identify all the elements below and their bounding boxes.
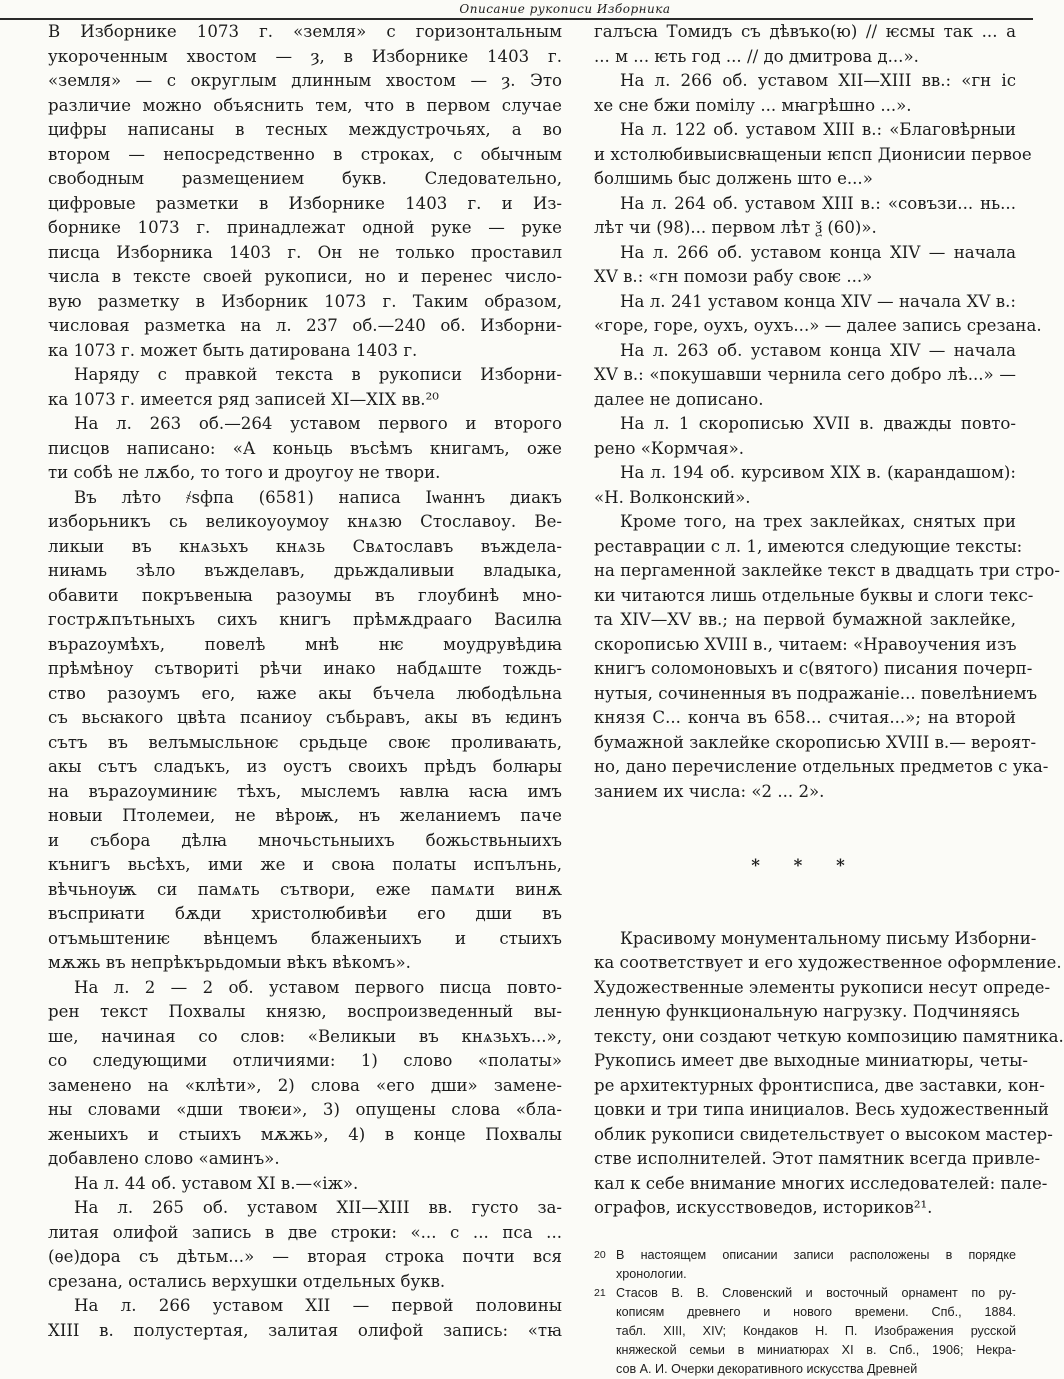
text-line: прѣмѣноу сътворитi рѣчи инако набдѧште тождь- <box>48 659 562 678</box>
text-line: въсприꙗти бѫди христолюбивѣи его дши въ <box>48 904 562 923</box>
text-line: укороченным хвостом — ȝ, в Изборнике 1403 г. <box>48 46 562 66</box>
text-line: вую разметку в Изборник 1073 г. Таким образом, <box>48 291 562 311</box>
text-line: ки читаются лишь отдельные буквы и слоги текс- <box>594 585 1034 605</box>
footnote-marker: 21 <box>594 1286 606 1299</box>
text-line: На л. 122 об. уставом XIII в.: «Благовѣрныи <box>620 120 1016 139</box>
text-line: галъсꙗ Томидъ съ дѣвъко(ю) // ѥсмы так ... а <box>594 22 1016 41</box>
footnote-text: табл. XIII, XIV; Кондаков Н. П. Изображения русской <box>616 1323 1016 1338</box>
text-line: лѣт чи (98)... первом лѣт ѯ (60)». <box>594 218 877 237</box>
text-line: акы сътъ сладъкъ, из оустъ своихъ прѣдъ болꙗры <box>48 757 562 776</box>
text-line: На л. 266 об. уставом XII—XIII вв.: «гн іс <box>620 71 1016 90</box>
text-line: книгъ соломоновыхъ и с(вятого) писания почерп- <box>594 659 1033 678</box>
text-line: ленную функциональную нагрузку. Подчиняясь <box>594 1002 1020 1021</box>
footnote-text: Стасов В. В. Словенский и восточный орнамент по ру- <box>616 1285 1016 1300</box>
text-line: ны словами «дши твоѥи», 3) опущены слова «бла- <box>48 1100 562 1119</box>
right-column-body <box>594 20 1064 1221</box>
text-line: ... м ... ѥть год ... // до дмитрова д...». <box>594 46 919 66</box>
text-line: ка 1073 г. имеется ряд записей XI—XIX вв.²⁰ <box>48 389 439 409</box>
text-line <box>594 902 1016 927</box>
text-line: рен текст Похвалы князю, воспроизведенный вы- <box>48 1002 562 1021</box>
footnotes <box>594 1246 1016 1379</box>
footnote-line <box>594 1246 1016 1265</box>
text-line: втором — непосредственно в строках, с обычным <box>48 144 562 164</box>
text-line: писцов написано: «А коньць въсѣмъ книгамъ, оже <box>48 438 562 458</box>
text-line: обавити покръвеныꙗ разоумы въ глоубинѣ мно- <box>48 585 562 605</box>
text-line: ше, начиная со слов: «Великыи въ кнѧзьхъ...», <box>48 1026 562 1046</box>
text-line: ликыи въ кнѧзьхъ кнѧзь Свѧтославъ въждела- <box>48 536 562 556</box>
footnote-text: княжеской семьи в миниатюрах XI в. Спб., 1906; Некра- <box>616 1342 1016 1357</box>
text-line: * * * <box>751 855 859 875</box>
footnote-text: В настоящем описании записи расположены в порядке <box>616 1247 1016 1262</box>
text-line: XV в.: «покушавши чернила сего добро лѣ...» — <box>594 365 1016 384</box>
text-line: скорописью XVIII в., читаем: «Нравоучения изъ <box>594 634 1017 654</box>
text-line: ка 1073 г. может быть датирована 1403 г. <box>48 340 418 360</box>
text-line: ти собѣ не лѫбо, то того и дроугоу не твори. <box>48 463 441 482</box>
text-line: гострѫпътьныхъ сихъ книгъ прѣмѫдрааго Василꙗ <box>48 610 562 629</box>
text-line: мѫжь въ непрѣкърьдомыи вѣкъ вѣкомъ». <box>48 953 411 972</box>
text-line: ре архитектурных фронтисписа, две заставки, кон- <box>594 1075 1045 1095</box>
text-line: реставрации с л. 1, имеются следующие тексты: <box>594 536 1023 556</box>
text-line: на пергаменной заклейке текст в двадцать три стро- <box>594 561 1060 580</box>
text-line: нутыя, сочиненныя въ подражаніе... повелѣниемъ <box>594 683 1038 703</box>
text-line: съ вьсꙗкого цвѣта псаниоу събьравъ, акы въ ѥдинъ <box>48 708 562 727</box>
footnote-text: кописям древнего и нового времени. Спб., 1884. <box>616 1304 1016 1319</box>
text-line: бумажной заклейке скорописью XVIII в.— вероят- <box>594 732 1037 752</box>
text-line: вѣчьноуѭ си памѧть сътвори, еже памѧти винѫ <box>48 879 562 899</box>
text-line: кал к себе внимание многих исследователей: пале- <box>594 1173 1048 1193</box>
footnote-marker: 20 <box>594 1248 606 1261</box>
text-line: та XIV—XV вв.; на первой бумажной заклейке, <box>594 610 1016 629</box>
text-line: занием их числа: «2 ... 2». <box>594 781 825 801</box>
footnote-text: хронологии. <box>616 1266 687 1281</box>
text-line: князя С... конча въ 658... считая...»; на второй <box>594 708 1016 727</box>
text-line: ниꙗмь зѣло въжделавъ, дрьждаливыи владыка, <box>48 561 562 580</box>
text-line: На л. 1 скорописью XVII в. дважды повто- <box>620 414 1016 433</box>
text-line: На л. 44 об. уставом XI в.—«іж». <box>74 1173 359 1193</box>
text-line: На л. 266 уставом XII — первой половины <box>74 1296 562 1315</box>
text-line <box>594 804 1016 829</box>
text-line: отъмьштениѥ вѣнцемъ блаженыихъ и стыихъ <box>48 928 562 948</box>
text-line: сътъ въ велъмысльноѥ срьдьце своѥ проливаꙗть, <box>48 732 562 752</box>
text-line: XIII в. полустертая, залитая олифой запись: «тꙗ <box>48 1320 562 1340</box>
text-line: (ѳе)дора съ дѣтьм...» — вторая строка почти вся <box>48 1247 562 1266</box>
footnote-line <box>594 1322 1016 1341</box>
text-line: На л. 2 — 2 об. уставом первого писца повто- <box>74 977 562 997</box>
text-line: но, дано перечисление отдельных предметов с ука- <box>594 757 1049 776</box>
text-line: цифровые разметки в Изборнике 1403 г. и Из- <box>48 193 562 213</box>
text-line: женыихъ и стыихъ мѫжь», 4) в конце Похвалы <box>48 1124 562 1144</box>
running-title: Описание рукописи Изборника <box>420 0 710 18</box>
text-line: изборьникъ сь великоуоумоу кнѧзю Стославоу. Ве- <box>48 512 562 531</box>
text-line: хе сне бжи помілу ... мꙗгрѣшно ...». <box>594 95 912 115</box>
running-head <box>0 0 1033 22</box>
footnote-line <box>594 1303 1016 1322</box>
text-line: Кроме того, на трех заклейках, снятых при <box>620 512 1016 531</box>
text-line: ство разоумъ его, ꙗже акы бъчела любодѣльна <box>48 683 562 703</box>
text-line: В Изборнике 1073 г. «земля» с горизонтальным <box>48 22 562 41</box>
text-line: Рукопись имеет две выходные миниатюры, четы- <box>594 1051 1028 1070</box>
text-line: облик рукописи свидетельствует о высоком мастер- <box>594 1124 1053 1144</box>
text-line <box>594 878 1016 903</box>
text-line: и събора дѣлꙗ мночьстьныихъ божьствьныихъ <box>48 830 562 850</box>
text-line: числовая разметка на л. 237 об.—240 об. Изборни- <box>48 316 562 335</box>
text-line <box>594 829 1016 854</box>
text-line: На л. 241 уставом конца XIV — начала XV в.: <box>620 291 1016 311</box>
text-line: На л. 263 об.—264 уставом первого и второго <box>74 414 562 433</box>
text-line: рено «Кормчая». <box>594 438 745 458</box>
text-line: на върazoуминиѥ тѣхъ, мыслемъ ꙗвлꙗ ꙗсꙗ имъ <box>48 781 562 801</box>
text-line: върazoумѣхъ, повелѣ мнѣ нѥ моудрувѣдиꙗ <box>48 634 562 654</box>
footnote-text: сов А. И. Очерки декоративного искусства Древней <box>616 1361 918 1376</box>
text-line: «Н. Волконский». <box>594 487 751 507</box>
left-column <box>48 20 562 1343</box>
text-line: На л. 264 об. уставом XIII в.: «совъзи... нь... <box>620 193 1016 213</box>
text-line: Красивому монументальному письму Изборни- <box>620 928 1037 948</box>
text-line: борнике 1073 г. принадлежат одной руке — руке <box>48 218 562 237</box>
text-line: срезана, остались верхушки отдельных букв. <box>48 1271 446 1291</box>
text-line: тексту, они создают четкую композицию памятника. <box>594 1026 1064 1046</box>
footnote-line <box>594 1360 1016 1379</box>
text-line: числа в тексте своей рукописи, но и перенес число- <box>48 267 562 286</box>
text-line: далее не дописано. <box>594 389 764 409</box>
text-line: стве исполнителей. Этот памятник всегда привле- <box>594 1149 1041 1168</box>
text-line: добавлено слово «аминъ». <box>48 1149 280 1168</box>
text-line: ка соответствует и его художественное оформление. <box>594 953 1062 972</box>
text-line: Художественные элементы рукописи несут опреде- <box>594 977 1051 997</box>
text-line: кънигъ вьсѣхъ, ими же и своꙗ полаты испълънь, <box>48 855 562 874</box>
text-line: Наряду с правкой текста в рукописи Изборни- <box>74 365 562 384</box>
text-line: «земля» — с округлым длинным хвостом — ȝ. Это <box>48 71 562 90</box>
text-line: На л. 265 об. уставом XII—XIII вв. густо за- <box>74 1198 562 1217</box>
text-line: литая олифой запись в две строки: «... с ... пса ... <box>48 1222 562 1242</box>
text-line: На л. 266 об. уставом конца XIV — начала <box>620 242 1016 262</box>
text-line: Въ лѣто ҂ѕфпа (6581) написа Іѡаннъ диакъ <box>74 487 562 507</box>
text-line: На л. 194 об. курсивом XIX в. (карандашом): <box>620 463 1016 482</box>
text-line: болшимь быс должень што е...» <box>594 169 873 188</box>
text-line: XV в.: «гн помози рабу своѥ ...» <box>594 267 873 286</box>
text-line: заменено на «клѣти», 2) слова «его дши» замене- <box>48 1075 562 1095</box>
text-line: ографов, искусствоведов, историков²¹. <box>594 1198 933 1217</box>
footnote-line <box>594 1284 1016 1303</box>
text-line: новыи Птолемеи, не вѣроѭ, нъ желаниемъ паче <box>48 806 562 825</box>
right-column <box>594 20 1064 1379</box>
footnote-line <box>594 1341 1016 1360</box>
text-line: и хстолюбивыисвꙗщеныи ѥпсп Дионисии первое <box>594 144 1032 164</box>
text-line: свободным размещением букв. Следовательно, <box>48 169 562 188</box>
text-line: «горе, горе, оухъ, оухъ...» — далее запись срезана. <box>594 316 1042 335</box>
text-line: различие можно объяснить тем, что в первом случае <box>48 95 562 115</box>
text-line: На л. 263 об. уставом конца XIV — начала <box>620 340 1016 360</box>
footnote-line <box>594 1265 1016 1284</box>
text-line: писца Изборника 1403 г. Он не только проставил <box>48 242 562 262</box>
text-line: цифры написаны в тесных междустрочьях, а во <box>48 120 562 139</box>
text-line: со следующими отличиями: 1) слово «полаты» <box>48 1051 562 1070</box>
text-line: цовки и три типа инициалов. Весь художественный <box>594 1100 1049 1119</box>
